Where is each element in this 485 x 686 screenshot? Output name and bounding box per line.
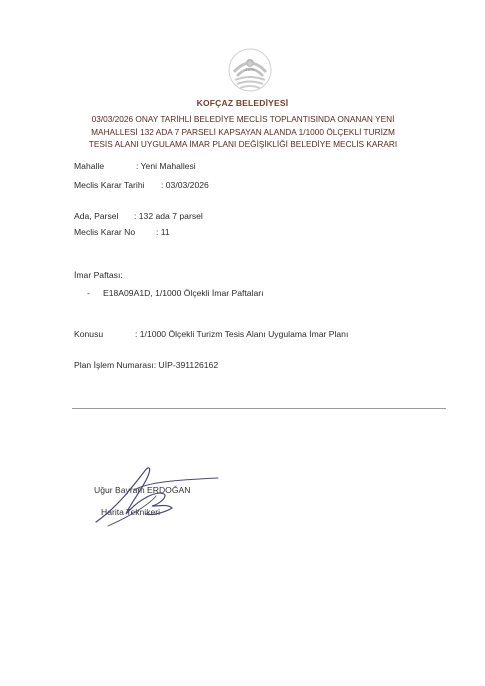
karar-tarihi-value: : 03/03/2026 — [161, 180, 209, 190]
signatory-role: Harita Teknikeri — [101, 507, 161, 517]
municipality-seal-icon — [228, 46, 272, 94]
ada-parsel-value: : 132 ada 7 parsel — [134, 211, 203, 221]
ada-parsel-label: Ada, Parsel — [74, 211, 119, 221]
seal-year: 1978 — [245, 67, 255, 72]
karar-no-row — [74, 227, 170, 237]
title-line-1: 03/03/2026 ONAY TARİHLİ BELEDİYE MECLİS TOPLANTISINDA ONANAN YENİ — [91, 114, 395, 124]
separator-line — [72, 408, 446, 409]
pafta-bullet: - — [87, 288, 90, 298]
decision-title — [58, 113, 428, 151]
karar-tarihi-row — [74, 180, 209, 190]
ada-parsel-row — [74, 211, 203, 221]
mahalle-label: Mahalle — [74, 161, 105, 171]
title-line-2: MAHALLESİ 132 ADA 7 PARSELİ KAPSAYAN ALANDA 1/1000 ÖLÇEKLİ TURİZM — [91, 126, 395, 137]
konusu-value: : 1/1000 Ölçekli Turizm Tesis Alanı Uygulama İmar Planı — [135, 329, 349, 339]
signatory-name: Uğur Bayram ERDOĞAN — [94, 485, 191, 495]
pafta-item-text: E18A09A1D, 1/1000 Ölçekli İmar Paftaları — [103, 288, 264, 298]
plan-islem-value: UİP-391126162 — [158, 360, 219, 370]
konusu-label: Konusu — [74, 329, 104, 339]
konusu-row — [74, 329, 348, 339]
karar-tarihi-label: Meclis Karar Tarihi — [74, 180, 145, 190]
pafta-list-item — [87, 288, 264, 298]
karar-no-label: Meclis Karar No — [74, 227, 136, 237]
imar-paftasi-label: İmar Paftası: — [74, 270, 123, 280]
title-line-3: TESİS ALANI UYGULAMA İMAR PLANI DEĞİŞİKLİĞİ BELEDİYE MECLİS KARARI — [88, 139, 398, 149]
municipality-name: KOFÇAZ BELEDİYESİ — [196, 98, 289, 108]
karar-no-value: : 11 — [156, 227, 170, 237]
plan-islem-label: Plan İşlem Numarası: — [74, 360, 157, 370]
mahalle-value: : Yeni Mahallesi — [136, 161, 196, 171]
plan-islem-row — [74, 360, 218, 370]
handwritten-signature-icon — [86, 460, 226, 530]
mahalle-row — [74, 161, 196, 171]
